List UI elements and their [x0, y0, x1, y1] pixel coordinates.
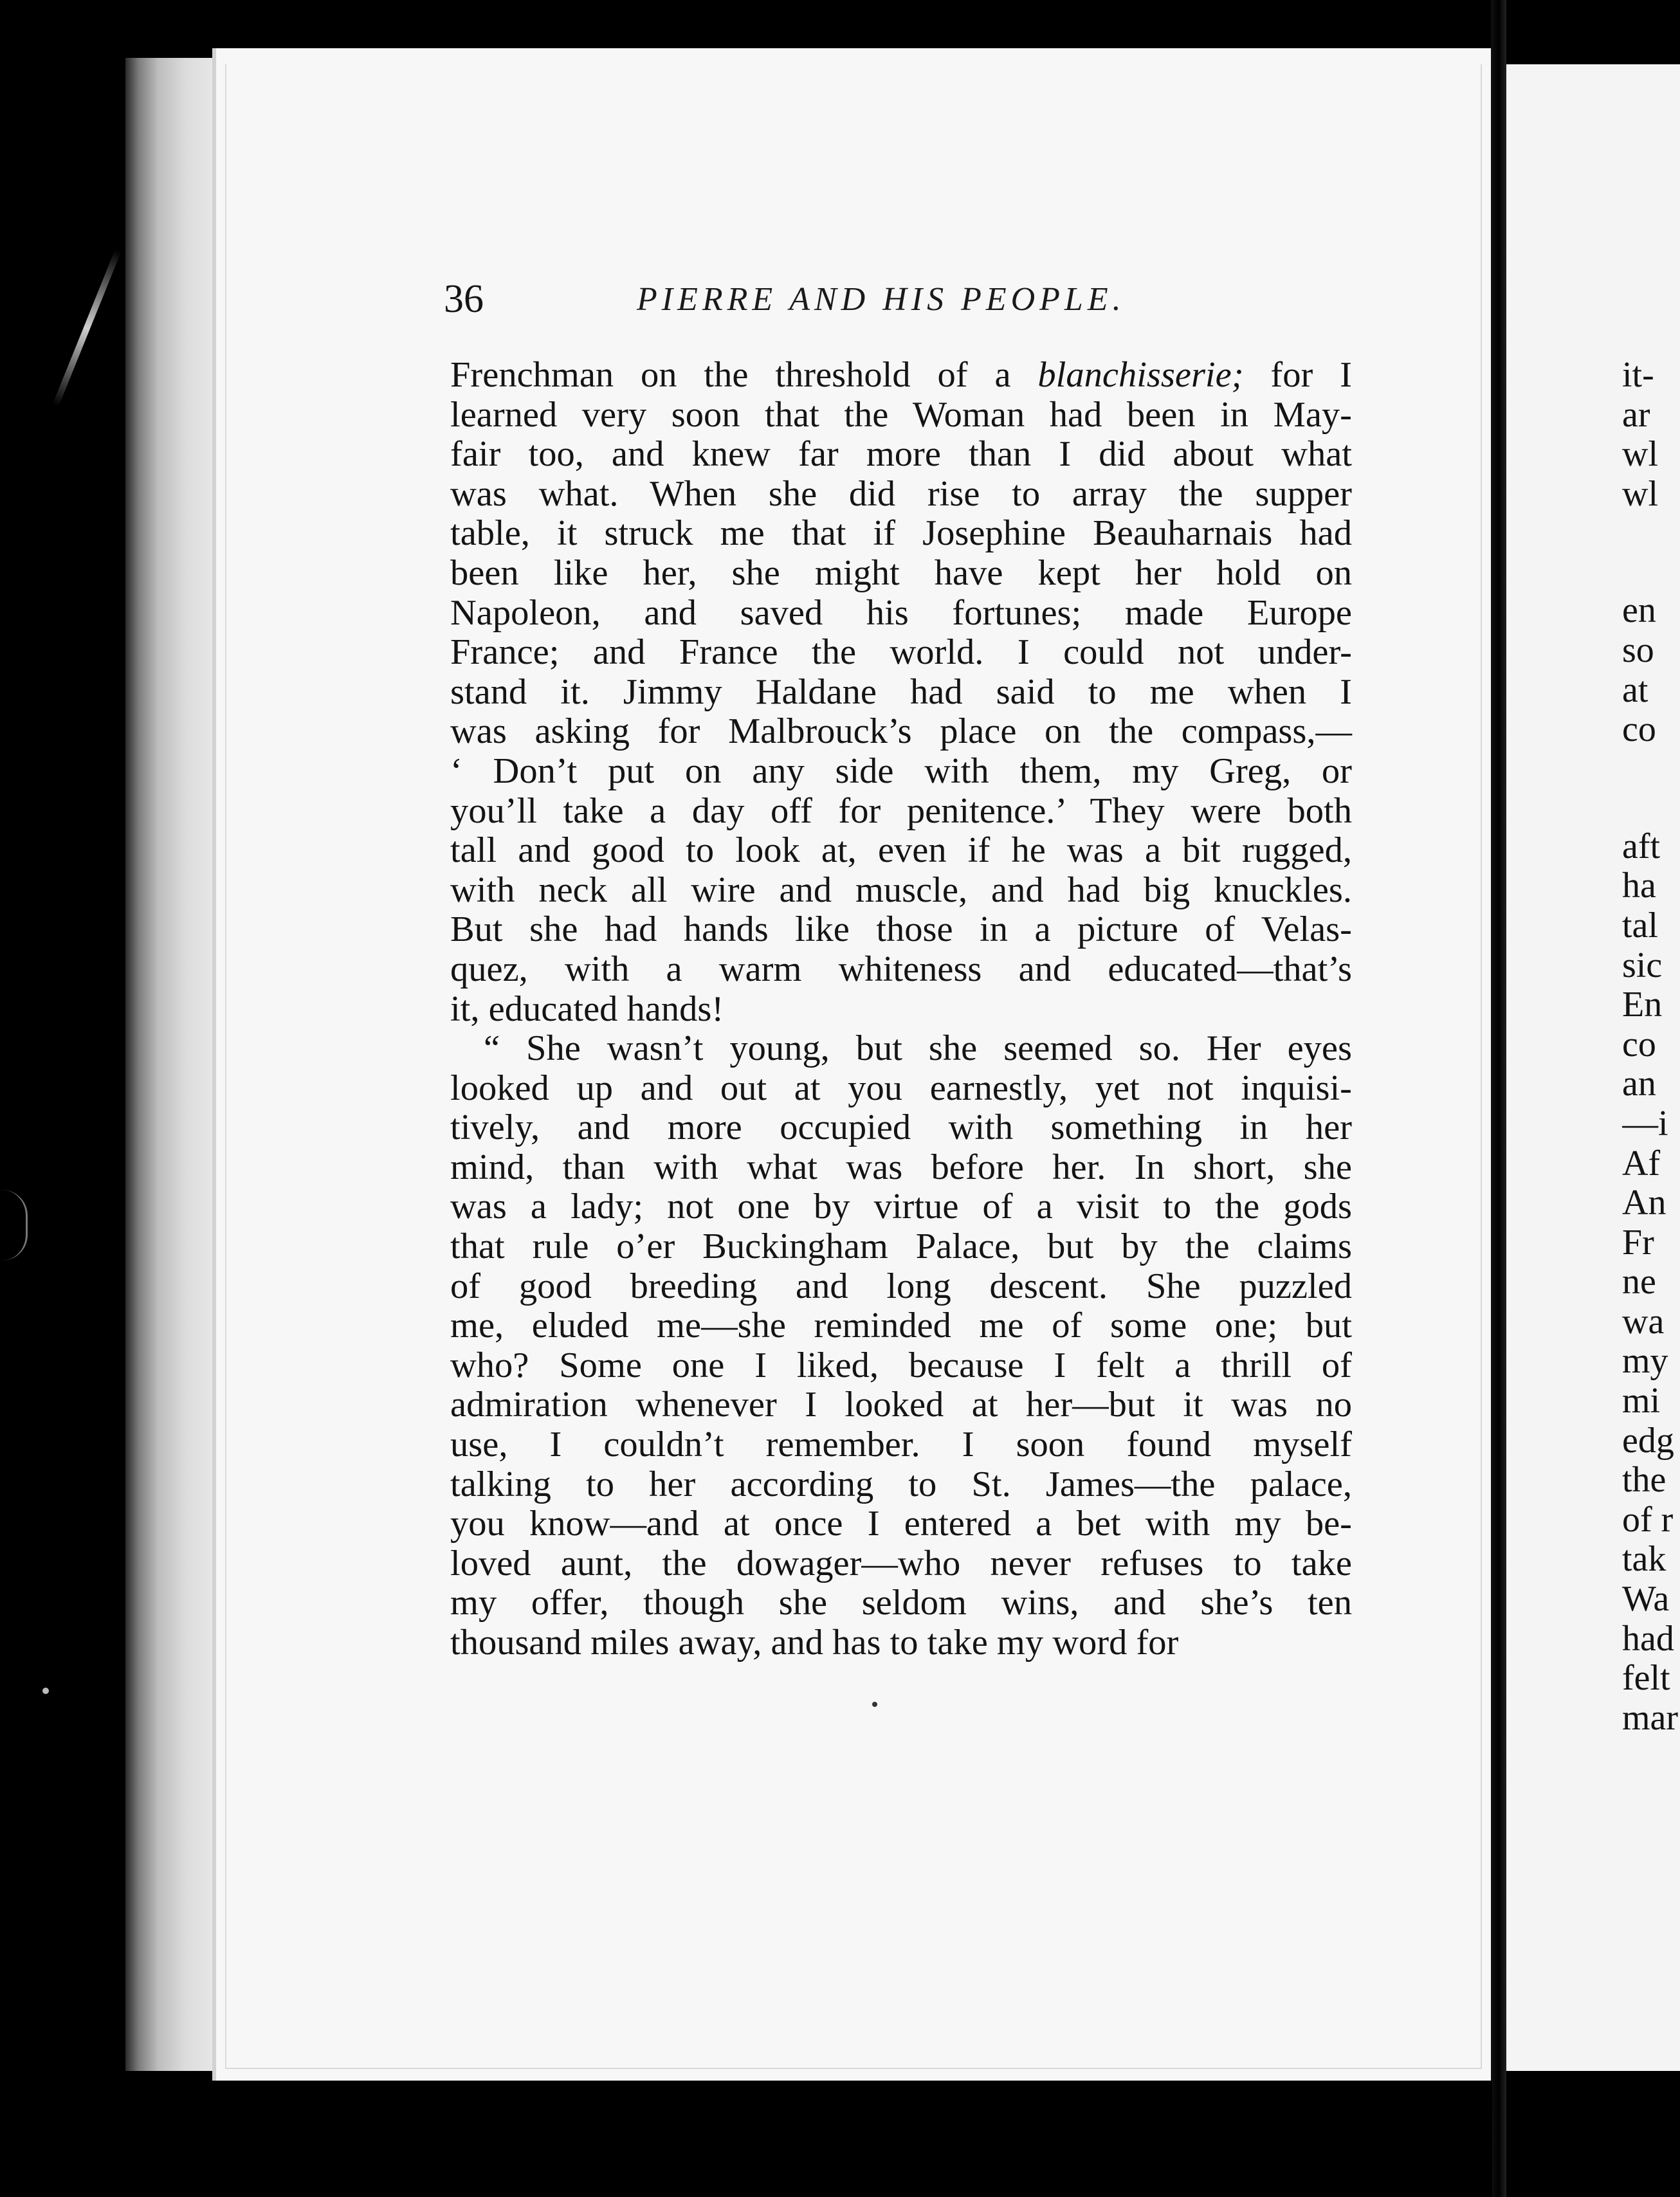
text-line: you’ll take a day off for penitence.’ They were both — [450, 790, 1352, 831]
facing-text-fragment: wl — [1622, 473, 1658, 514]
facing-text-fragment: tal — [1622, 905, 1658, 945]
text-line: learned very soon that the Woman had been in May- — [450, 394, 1352, 435]
facing-text-fragment: had — [1622, 1618, 1674, 1659]
facing-text-fragment — [1622, 750, 1680, 827]
text-line: tall and good to look at, even if he was a bit rugged, — [450, 830, 1352, 871]
text-line: “ She wasn’t young, but she seemed so. Her eyes — [484, 1028, 1352, 1069]
text-line: me, eluded me—she reminded me of some one; but — [450, 1306, 1352, 1346]
text-line: France; and France the world. I could not under- — [450, 632, 1352, 673]
facing-text-fragment: it- — [1622, 356, 1654, 395]
bottom-margin — [212, 2081, 1492, 2197]
facing-text-fragment: —i — [1622, 1103, 1668, 1144]
text-line: But she had hands like those in a picture of Velas- — [450, 909, 1352, 950]
facing-text-fragment: wa — [1622, 1301, 1665, 1342]
facing-text-fragment: aft — [1622, 826, 1661, 866]
text-line: Frenchman on the threshold of a blanchisserie; for I — [450, 355, 1352, 395]
text-line: Napoleon, and saved his fortunes; made Europe — [450, 592, 1352, 633]
facing-text-fragment: En — [1622, 985, 1663, 1025]
facing-text-fragment: ha — [1622, 866, 1656, 906]
facing-text-fragment: so — [1622, 630, 1654, 670]
text-line: my offer, though she seldom wins, and she’s ten — [450, 1583, 1352, 1623]
facing-text-fragment: edg — [1622, 1420, 1674, 1461]
facing-text-fragment: Fr — [1622, 1222, 1654, 1263]
facing-text-fragment: sic — [1622, 945, 1663, 985]
running-title: PIERRE AND HIS PEOPLE. — [637, 281, 1126, 318]
text-line: ‘ Don’t put on any side with them, my Greg, or — [450, 751, 1352, 791]
book-gutter — [1491, 0, 1506, 2197]
text-line: with neck all wire and muscle, and had big knuckles. — [450, 870, 1352, 910]
text-line: talking to her according to St. James—the palace, — [450, 1464, 1352, 1504]
facing-text-fragment: Af — [1622, 1143, 1661, 1183]
text-line: it, educated hands! — [450, 989, 724, 1029]
facing-text-fragment: co — [1622, 1024, 1656, 1064]
text-line: was a lady; not one by virtue of a visit to the gods — [450, 1187, 1352, 1227]
facing-text-fragment: ar — [1622, 394, 1650, 435]
text-line: quez, with a warm whiteness and educated—that’s — [450, 949, 1352, 989]
facing-text-fragment: wl — [1622, 434, 1658, 475]
facing-page-text — [1622, 356, 1680, 1738]
facing-text-fragment: mar — [1622, 1697, 1679, 1738]
text-line: tively, and more occupied with something in her — [450, 1108, 1352, 1148]
text-line: been like her, she might have kept her hold on — [450, 552, 1352, 593]
text-line: table, it struck me that if Josephine Beauharnais had — [450, 513, 1352, 554]
page-edge-highlight — [53, 250, 122, 407]
body-text — [450, 356, 1352, 1663]
text-line: loved aunt, the dowager—who never refuses to take — [450, 1543, 1352, 1583]
facing-text-fragment: tak — [1622, 1539, 1666, 1580]
facing-text-fragment: ne — [1622, 1262, 1656, 1302]
facing-text-fragment: mi — [1622, 1381, 1661, 1421]
facing-text-fragment: of r — [1622, 1499, 1674, 1540]
text-line: use, I couldn’t remember. I soon found myself — [450, 1425, 1352, 1465]
facing-text-fragment: at — [1622, 670, 1648, 710]
facing-text-fragment: An — [1622, 1183, 1666, 1223]
margin-artifact — [0, 1190, 28, 1261]
text-line: mind, than with what was before her. In short, she — [450, 1147, 1352, 1187]
facing-text-fragment: an — [1622, 1064, 1656, 1104]
facing-text-fragment: en — [1622, 590, 1656, 631]
margin-speck — [42, 1688, 49, 1694]
text-line: that rule o’er Buckingham Palace, but by the claims — [450, 1226, 1352, 1267]
text-line: thousand miles away, and has to take my word for — [450, 1623, 1179, 1663]
facing-text-fragment: felt — [1622, 1658, 1670, 1699]
running-head — [444, 277, 1357, 328]
page-number: 36 — [444, 277, 484, 321]
text-line: you know—and at once I entered a bet with my be- — [450, 1504, 1352, 1544]
facing-text-fragment: Wa — [1622, 1579, 1670, 1619]
text-line: admiration whenever I looked at her—but it was no — [450, 1385, 1352, 1425]
facing-text-fragment: my — [1622, 1341, 1668, 1381]
facing-text-fragment — [1622, 514, 1680, 591]
facing-text-fragment: co — [1622, 709, 1656, 750]
text-line: who? Some one I liked, because I felt a thrill of — [450, 1345, 1352, 1385]
printer-dot — [872, 1702, 877, 1707]
text-line: looked up and out at you earnestly, yet not inquisi- — [450, 1068, 1352, 1108]
text-line: was asking for Malbrouck’s place on the compass,— — [450, 711, 1352, 752]
facing-text-fragment: the — [1622, 1460, 1666, 1500]
text-line: stand it. Jimmy Haldane had said to me when I — [450, 671, 1352, 712]
text-line: fair too, and knew far more than I did about what — [450, 434, 1352, 475]
text-line: was what. When she did rise to array the supper — [450, 473, 1352, 514]
text-line: of good breeding and long descent. She puzzled — [450, 1266, 1352, 1306]
